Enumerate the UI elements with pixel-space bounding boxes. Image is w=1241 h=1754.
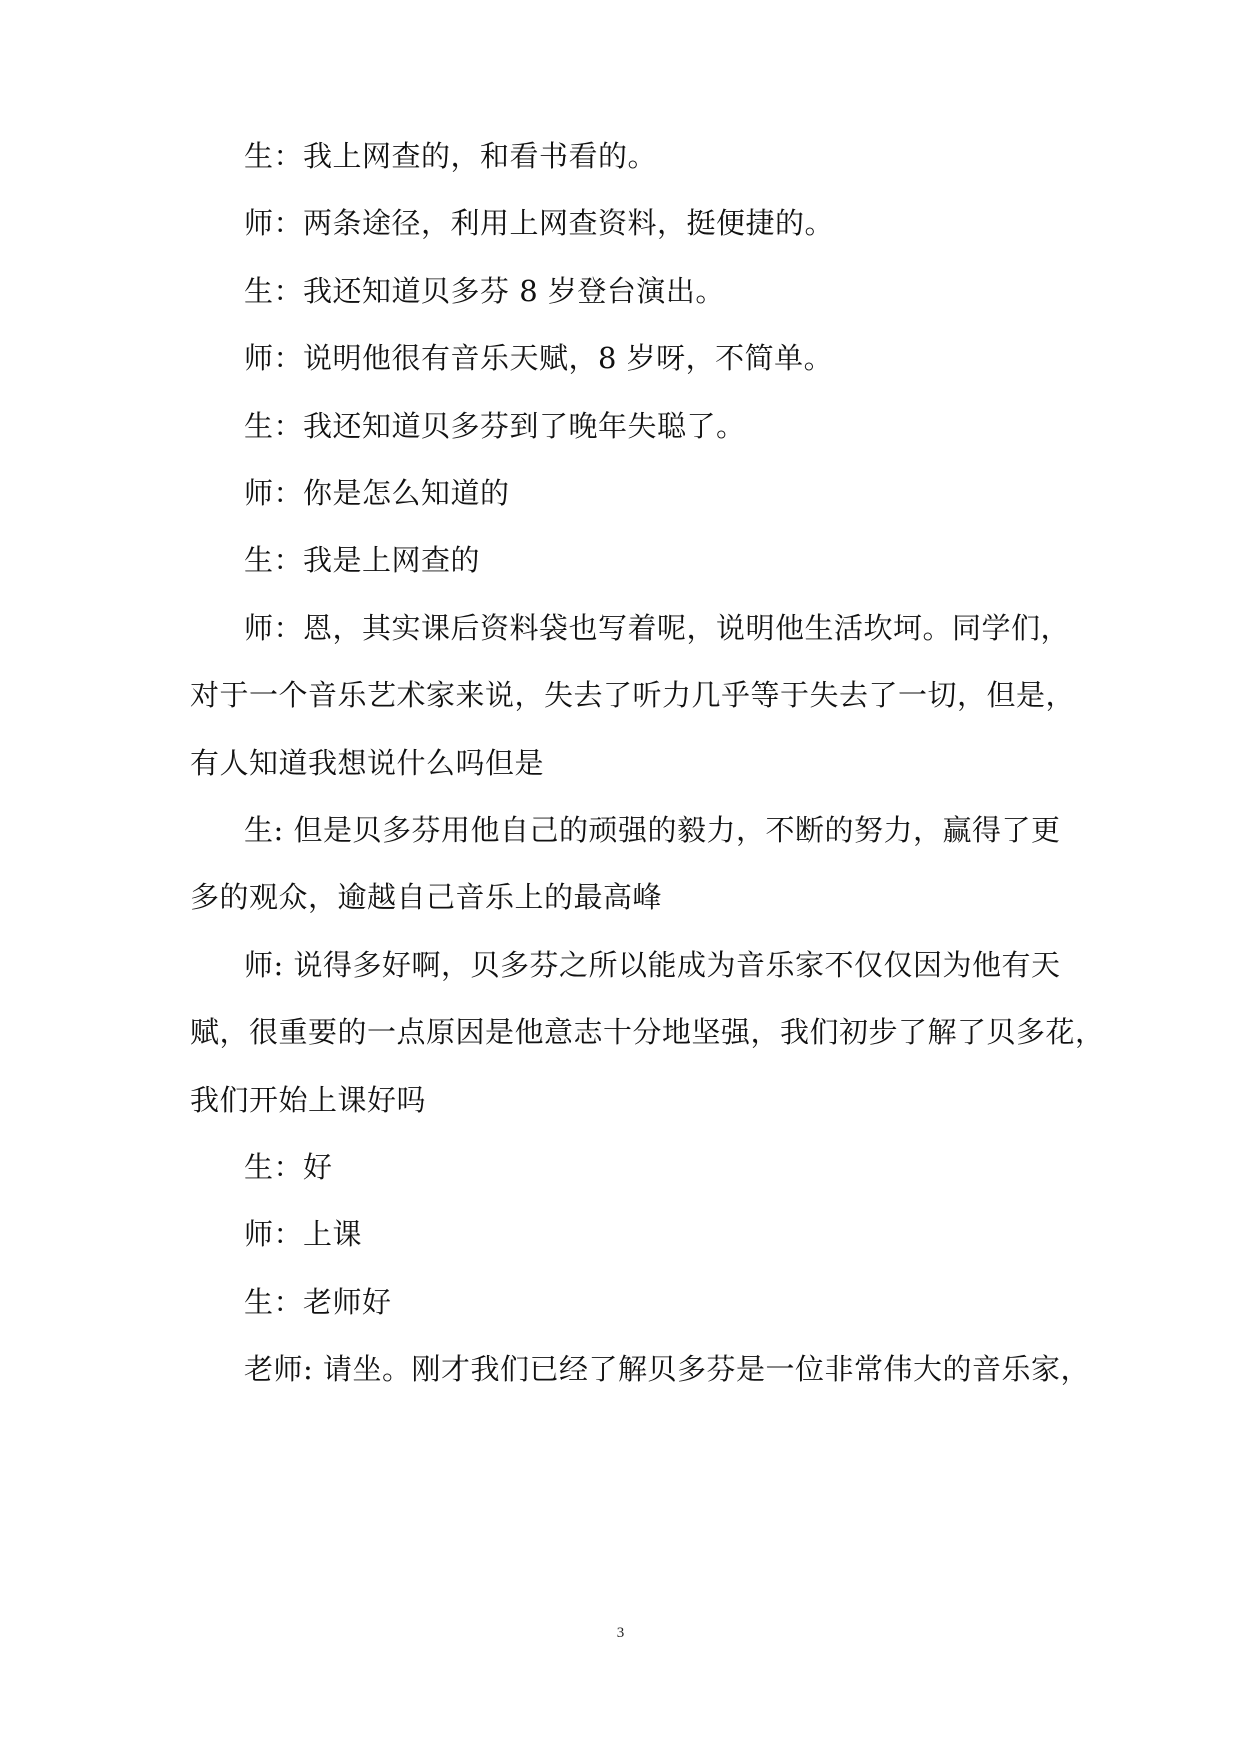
paragraph-line: 师: 说得多好啊，贝多芬之所以能成为音乐家不仅仅因为他有天 (244, 948, 1061, 982)
paragraph-line: 生：我还知道贝多芬到了晚年失聪了。 (244, 409, 746, 443)
paragraph-line: 生：老师好 (244, 1285, 392, 1319)
paragraph-line: 师：上课 (244, 1217, 363, 1251)
paragraph-line: 师：说明他很有音乐天赋，8 岁呀，不简单。 (244, 341, 834, 375)
paragraph-line: 多的观众，逾越自己音乐上的最高峰 (190, 880, 663, 914)
paragraph-line: 师：恩，其实课后资料袋也写着呢，说明他生活坎坷。同学们， (244, 611, 1071, 645)
page-number: 3 (616, 1625, 625, 1641)
paragraph-line: 对于一个音乐艺术家来说，失去了听力几乎等于失去了一切，但是， (190, 678, 1076, 712)
paragraph-line: 赋，很重要的一点原因是他意志十分地坚强，我们初步了解了贝多花， (190, 1015, 1105, 1049)
paragraph-line: 师：两条途径，利用上网查资料，挺便捷的。 (244, 206, 835, 240)
paragraph-line: 我们开始上课好吗 (190, 1083, 427, 1117)
paragraph-line: 生: 但是贝多芬用他自己的顽强的毅力，不断的努力，赢得了更 (244, 813, 1061, 847)
paragraph-line: 生：好 (244, 1150, 333, 1184)
paragraph-line: 有人知道我想说什么吗但是 (190, 746, 545, 780)
paragraph-line: 师：你是怎么知道的 (244, 476, 510, 510)
paragraph-line: 老师: 请坐。刚才我们已经了解贝多芬是一位非常伟大的音乐家， (244, 1352, 1090, 1386)
paragraph-line: 生：我还知道贝多芬 8 岁登台演出。 (244, 274, 725, 308)
paragraph-line: 生：我是上网查的 (244, 543, 481, 577)
paragraph-line: 生：我上网查的，和看书看的。 (244, 139, 658, 173)
